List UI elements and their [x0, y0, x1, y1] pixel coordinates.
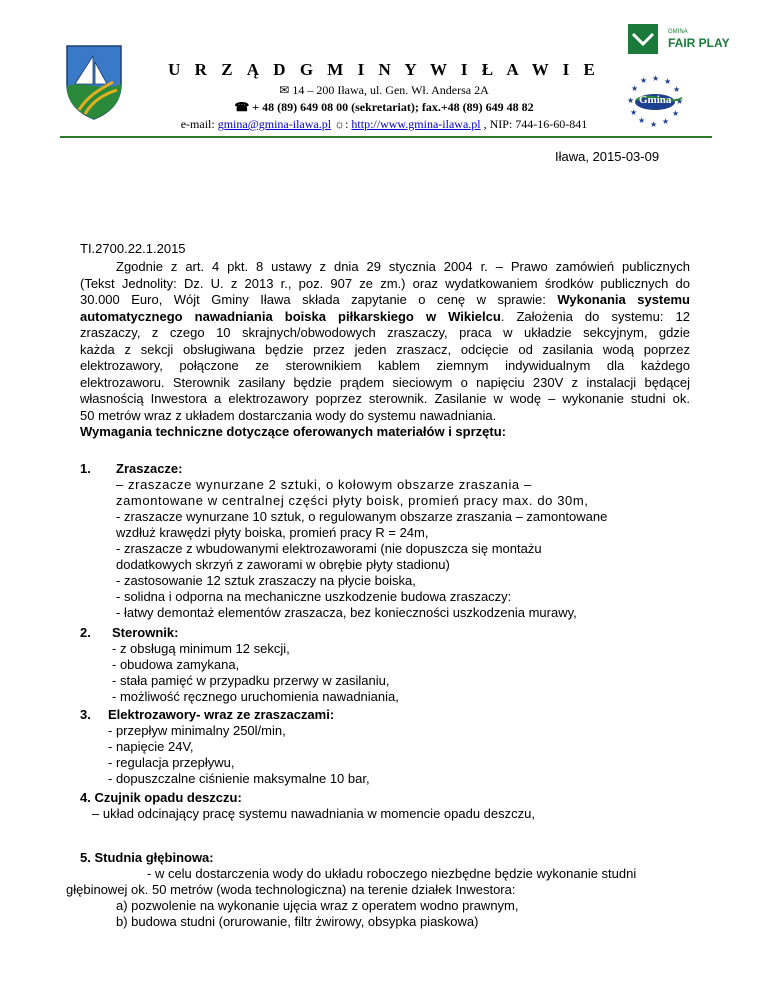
office-name: U R Z Ą D G M I N Y W I Ł A W I E — [168, 60, 600, 79]
list-line: a) pozwolenie na wykonanie ujęcia wraz z operatem wodno prawnym, — [116, 898, 519, 913]
intro-paragraph — [80, 259, 690, 441]
text-line: elektrozaworu. Sterownik zasilany będzie prądem sieciowym o napięciu 230V z instalacji będącej — [80, 374, 690, 390]
section-3 — [108, 707, 370, 787]
list-line: głębinowej ok. 50 metrów (woda technologiczna) na terenie działek Inwestora: — [66, 882, 516, 897]
text-line: każda z sekcji obsługiwana będzie przez jeden zraszacz, odcięcie od zasilania wodą poprzez — [80, 341, 690, 357]
section-title: 4. Czujnik opadu deszczu: — [80, 790, 242, 805]
nip-text: , NIP: 744-16-60-841 — [480, 117, 588, 131]
requirements-heading: Wymagania techniczne dotyczące oferowanych materiałów i sprzętu: — [80, 424, 506, 439]
list-line: dodatkowych skrzyń z zaworami w obrębie płyty stadionu) — [116, 557, 450, 572]
gmina-logo-text: Gmina — [639, 94, 672, 106]
subject-bold: automatycznego nawadniania boiska piłkarskiego w Wikielcu — [80, 308, 501, 324]
list-line: zamontowane w centralnej części płyty boisk, promień pracy max. do 30m, — [116, 493, 589, 508]
text-line: zraszaczy, z czego 10 skrajnych/obwodowych zraszaczy, praca w układzie sekcyjnym, gdzie — [80, 325, 690, 340]
list-line: – układ odcinający pracę systemu nawadniania w momencie opadu deszczu, — [92, 806, 535, 821]
svg-text:★: ★ — [652, 74, 660, 83]
section-1-number: 1. — [80, 461, 91, 476]
list-line: - możliwość ręcznego uruchomienia nawadniania, — [112, 689, 399, 704]
globe-icon: ☼ — [334, 117, 346, 131]
svg-text:★: ★ — [650, 120, 658, 129]
svg-text:★: ★ — [631, 84, 639, 93]
list-line: – zraszacze wynurzane 2 sztuki, o kołowym obszarze zraszania – — [116, 477, 532, 492]
list-line: - z obsługą minimum 12 sekcji, — [112, 641, 290, 656]
section-3-number: 3. — [80, 707, 91, 722]
list-line: - łatwy demontaż elementów zraszacza, bez konieczności uszkodzenia murawy, — [116, 605, 577, 620]
svg-text:★: ★ — [630, 108, 638, 117]
svg-text:★: ★ — [664, 77, 672, 86]
list-line: - przepływ minimalny 250l/min, — [108, 723, 286, 738]
web-label: : — [345, 117, 352, 131]
list-line: - obudowa zamykana, — [112, 657, 240, 672]
text-line: Zgodnie z art. 4 pkt. 8 ustawy z dnia 29 stycznia 2004 r. – Prawo zamówień publicznych — [116, 259, 690, 274]
address-text: 14 – 200 Iława, ul. Gen. Wł. Andersa 2A — [289, 83, 489, 97]
list-line: b) budowa studni (orurowanie, filtr żwirowy, obsypka piaskowa) — [116, 914, 479, 929]
svg-text:★: ★ — [662, 117, 670, 126]
email-link[interactable]: gmina@gmina-ilawa.pl — [217, 117, 332, 131]
list-line: - napięcie 24V, — [108, 739, 194, 754]
header-divider — [60, 136, 712, 138]
subject-bold: Wykonania systemu — [557, 292, 690, 307]
svg-text:★: ★ — [627, 96, 635, 105]
svg-text:★: ★ — [640, 76, 648, 85]
list-line: - solidna i odporna na mechaniczne uszkodzenie budowa zraszaczy: — [116, 589, 512, 604]
section-5 — [66, 850, 637, 930]
section-4 — [80, 790, 535, 822]
fair-play-logo-icon — [628, 24, 658, 54]
section-title: Zraszacze: — [116, 461, 183, 476]
fair-play-small-text: GMINA — [668, 29, 688, 35]
text-run: . Założenia do systemu: 12 — [500, 308, 691, 324]
svg-text:★: ★ — [673, 85, 681, 94]
section-2-number: 2. — [80, 625, 91, 640]
envelope-icon: ✉ — [279, 83, 290, 97]
fair-play-text: FAIR PLAY — [668, 36, 730, 50]
email-label: e-mail: — [180, 117, 218, 131]
text-line: (Tekst Jednolity: Dz. U. z 2013 r., poz. 907 ze zm.) oraz wydatkowaniem środków publicznych do — [80, 275, 690, 291]
list-line: wzdłuż krawędzi płyty boiska, promień pracy R = 24m, — [116, 525, 429, 540]
section-title: 5. Studnia głębinowa: — [80, 850, 214, 865]
website-link[interactable]: http://www.gmina-ilawa.pl — [351, 117, 481, 131]
text-line: 50 metrów wraz z układem dostarczania wody do systemu nawadniania. — [80, 407, 497, 423]
text-run: 30.000 Euro, Wójt Gminy Iława składa zapytanie o cenę w sprawie: — [80, 292, 558, 307]
section-title: Sterownik: — [112, 625, 179, 640]
section-title: Elektrozawory- wraz ze zraszaczami: — [108, 707, 335, 722]
text-line: elektrozawory, połączone ze sterownikiem kablem ziemnym indywidualnym dla każdego — [80, 358, 690, 373]
list-line: - dopuszczalne ciśnienie maksymalne 10 bar, — [108, 771, 370, 786]
list-line: - zraszacze z wbudowanymi elektrozaworami (nie dopuszcza się montażu — [116, 541, 542, 556]
list-line: - zraszacze wynurzane 10 sztuk, o regulowanym obszarze zraszania – zamontowane — [116, 509, 608, 524]
svg-text:★: ★ — [672, 109, 680, 118]
reference-number: TI.2700.22.1.2015 — [80, 241, 186, 256]
svg-text:★: ★ — [676, 97, 684, 106]
list-line: - w celu dostarczenia wody do układu roboczego niezbędne będzie wykonanie studni — [147, 866, 637, 881]
phone-text: + 48 (89) 649 08 00 (sekretariat); fax.+48 (89) 649 48 82 — [249, 100, 534, 114]
text-line — [80, 309, 690, 326]
text-line: własnością Inwestora a elektrozawory poprzez sterownik. Zasilanie w wodę – wykonanie studni ok. — [80, 391, 690, 406]
document-date: Iława, 2015-03-09 — [555, 149, 660, 164]
section-2 — [112, 625, 399, 705]
gmina-logo — [622, 72, 690, 130]
svg-text:★: ★ — [638, 116, 646, 125]
phone-icon: ☎ — [234, 100, 250, 114]
section-1 — [116, 461, 607, 621]
list-line: - stała pamięć w przypadku przerwy w zasilaniu, — [112, 673, 390, 688]
list-line: - regulacja przepływu, — [108, 755, 235, 770]
list-line: - zastosowanie 12 sztuk zraszaczy na płycie boiska, — [116, 573, 416, 588]
text-line — [80, 292, 690, 309]
